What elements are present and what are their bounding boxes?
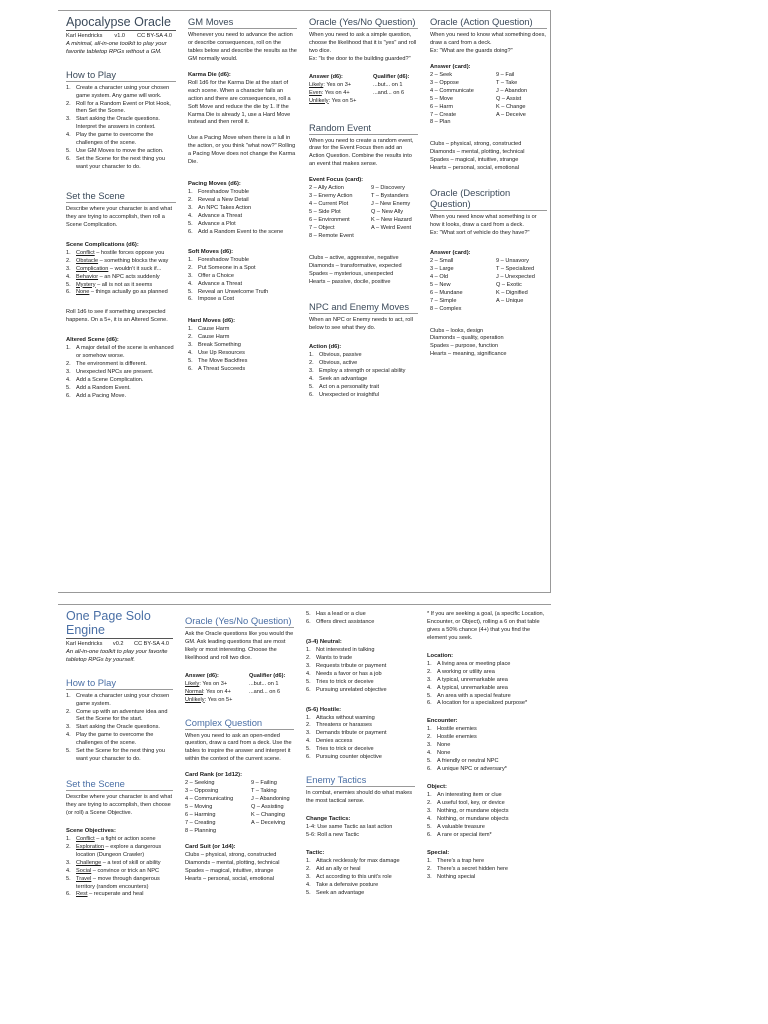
suit-line: Clubs – physical, strong, constructed (430, 141, 522, 148)
oracle-yes-no-example: Ex: "Is the door to the building guarded?" (309, 55, 411, 62)
sheet2-set-the-scene-heading: Set the Scene (66, 778, 173, 791)
list-item: 2. Exploration – explore a dangerous location (Dungeon Crawler) (66, 843, 162, 858)
list-item: 4. Behavior – an NPC acts suddenly (66, 273, 160, 280)
sheet2-version: v0.2 (112, 641, 124, 647)
list-item: 1. There's a trap here (427, 857, 485, 864)
list-item: 5. Add a Random Event. (66, 384, 131, 391)
list-item: 6. Rest – recuperate and heal (66, 891, 144, 898)
list-item: 5. Act on a personality trait (309, 384, 380, 391)
card-suit-heading: Card Suit (or 1d4): (185, 843, 236, 850)
list-item: 5. Tries to trick or deceive (306, 678, 374, 685)
table-cell: 4 – Communicating (185, 796, 234, 803)
sheet2-oracle-yes-no-heading: Oracle (Yes/No Question) (185, 615, 294, 628)
table-cell: Normal: Yes on 4+ (185, 688, 231, 695)
card-rank-heading: Card Rank (or 1d12): (185, 772, 243, 779)
list-item: 3. Act according to this unit's role (306, 873, 392, 880)
list-item: 3. Demands tribute or payment (306, 730, 387, 737)
list-item: 2. Cause Harm (188, 334, 230, 341)
table-cell: 7 – Object (309, 224, 335, 231)
list-item: 1. Hostile enemies (427, 726, 477, 733)
suit-line: Clubs – active, aggressive, negative (309, 254, 399, 261)
table-cell: 8 – Plan (430, 119, 451, 126)
soft-moves-list (188, 257, 297, 305)
sheet2-column-3 (298, 605, 419, 1024)
table-cell: 6 – Harming (185, 812, 216, 818)
sheet2-author: Karl Hendricks (66, 641, 103, 647)
list-item: 5. An area with a special feature (427, 692, 511, 699)
karma-die-text: Roll 1d6 for the Karma Die at the start of each scene. When a character fails an action and there are consequences, roll a Soft Move and reduce the die by 1. If the Karma Die is already 1, use a Hard Move instead and then reroll it. (188, 79, 291, 126)
table-cell: 8 – Remote Event (309, 232, 354, 239)
list-item: 2. A working or utility area (427, 668, 495, 675)
table-cell: A – Deceiving (251, 819, 286, 826)
random-event-text: When you need to create a random event, draw for the Event Focus then add an Action Question. Combine the results into an event that makes sense. (309, 137, 414, 168)
npc-enemy-moves-text: When an NPC or Enemy needs to act, roll below to see what they do. (309, 316, 413, 331)
sheet1-column-4 (422, 11, 551, 592)
suit-line: Diamonds – mental, plotting, technical (185, 859, 280, 866)
table-cell: ...and... on 6 (249, 688, 281, 695)
table-cell: Q – Assisting (251, 804, 284, 811)
tactic-list (306, 858, 415, 898)
list-item: 2. Roll for a Random Event or Plot Hook, then Set the Scene. (66, 100, 171, 115)
qualifier-column-header: Qualifier (d6): (249, 672, 286, 679)
list-item: 1. A major detail of the scene is enhanced or somehow worse. (66, 345, 174, 360)
list-item: 3. Complication – wouldn't it suck if... (66, 265, 162, 272)
karma-die-heading: Karma Die (d6): (188, 71, 231, 78)
oracle-yes-no-table (309, 74, 418, 106)
event-focus-table (309, 185, 418, 241)
table-cell (371, 233, 418, 241)
list-item: 1. Conflict – a fight or action scene (66, 835, 156, 842)
suit-line: Spades – magical, intuitive, strange (430, 157, 519, 164)
hostile-heading: (5-6) Hostile: (306, 706, 342, 713)
table-cell: Unlikely: Yes on 5+ (185, 696, 233, 703)
list-item: 4. None (427, 750, 451, 757)
table-cell: 9 – Discovery (371, 185, 405, 192)
oracle-action-table (430, 72, 547, 128)
oracle-yes-no-heading: Oracle (Yes/No Question) (309, 16, 418, 29)
npc-action-heading: Action (d6): (309, 344, 342, 351)
list-item: 6. Add a Pacing Move. (66, 392, 127, 399)
list-item: 2. A useful tool, key, or device (427, 799, 505, 806)
table-cell: 2 – Small (430, 257, 454, 264)
sheet2-column-4 (419, 605, 551, 1024)
sheet2-oracle-yes-no-intro: Ask the Oracle questions like you would the GM. Ask leading questions that are most likely or most interesting. Choose the likelihood and roll two dice. (185, 631, 294, 661)
list-item: 4. Use Up Resources (188, 350, 245, 357)
list-item: 5. Seek an advantage (306, 889, 365, 896)
table-cell: 3 – Oppose (430, 79, 459, 86)
suit-line: Hearts – personal, social, emotional (430, 165, 519, 172)
list-item: 3. Employ a strength or special ability (309, 368, 406, 375)
location-list (427, 661, 547, 709)
table-cell: Q – New Ally (371, 209, 404, 216)
table-cell (496, 119, 547, 127)
set-the-scene-heading: Set the Scene (66, 190, 176, 203)
sheet1-column-2 (180, 11, 301, 592)
random-event-heading: Random Event (309, 122, 418, 135)
oracle-description-heading: Oracle (Description Question) (430, 187, 547, 211)
suit-line: Spades – magical, intuitive, strange (185, 867, 274, 874)
sheet1-license: CC BY-SA 4.0 (137, 33, 172, 39)
answer-column-header: Answer (d6): (185, 672, 219, 679)
table-cell: 7 – Simple (430, 297, 457, 304)
table-cell: Unlikely: Yes on 5+ (309, 97, 357, 104)
table-cell: J – Abandon (496, 87, 528, 94)
qualifier-column-header: Qualifier (d6): (373, 73, 410, 80)
sheet1-tagline: A minimal, all-in-one toolkit to play your favorite tabletop RPGs without a GM. (66, 41, 167, 55)
object-list (427, 792, 547, 840)
oracle-action-example: Ex: "What are the guards doing?" (430, 47, 513, 54)
list-item: 1. A living area or meeting place (427, 660, 511, 667)
sheet2-oracle-yes-no-table (185, 673, 294, 705)
table-cell: 9 – Unsavory (496, 257, 529, 264)
oracle-description-example: Ex: "What sort of vehicle do they have?" (430, 230, 530, 236)
table-cell: T – Specialized (496, 265, 535, 272)
suit-line: Hearts – passive, docile, positive (309, 278, 391, 285)
sheet2-how-to-play-list (66, 693, 173, 764)
table-cell: ...and... on 6 (373, 89, 405, 96)
sheet2-set-the-scene-text: Describe where your character is and what they are trying to accomplish, then choose (or roll) a Scene Objective. (66, 794, 173, 816)
card-suit-list (185, 852, 294, 884)
list-item: 1. Attacks without warning (306, 714, 375, 721)
list-item: 6. Unexpected or insightful (309, 392, 380, 399)
list-item: 3. Challenge – a test of skill or ability (66, 859, 161, 866)
table-cell: 7 – Creating (185, 819, 216, 826)
list-item: 1. Obvious, passive (309, 352, 362, 359)
list-item: 1. Cause Harm (188, 326, 230, 333)
list-item: 4. A typical, unremarkable area (427, 684, 508, 691)
list-item: 5. Use GM Moves to move the action. (66, 148, 164, 155)
list-item: 6. Pursuing unrelated objective (306, 686, 387, 693)
change-tactics-heading: Change Tactics: (306, 816, 351, 822)
event-focus-heading: Event Focus (card): (309, 177, 364, 184)
table-cell: 6 – Harm (430, 103, 454, 110)
sheet1-version: v1.0 (114, 33, 125, 39)
list-item: 5. The Move Backfires (188, 358, 248, 365)
list-item: 6. A location for a specialized purpose* (427, 700, 528, 707)
npc-enemy-moves-heading: NPC and Enemy Moves (309, 301, 418, 314)
list-item: 6. A rare or special item* (427, 831, 492, 838)
suit-line: Spades – purpose, function (430, 343, 499, 350)
oracle-description-intro: When you need know what something is or how it looks, draw a card from a deck. (430, 214, 537, 229)
table-cell: 5 – Side Plot (309, 209, 341, 216)
how-to-play-heading: How to Play (66, 69, 176, 82)
oracle-description-suits (430, 328, 547, 360)
list-item: 4. Advance a Threat (188, 280, 243, 287)
list-item: 3. Nothing special (427, 873, 476, 880)
list-item: 6. A unique NPC or adversary* (427, 766, 507, 773)
table-cell: 3 – Large (430, 265, 454, 272)
list-item: 4. Play the game to overcome the challenges of the scene. (66, 732, 154, 747)
sheet1-title: Apocalypse Oracle (66, 15, 176, 31)
list-item: 5. Advance a Plot (188, 220, 236, 227)
change-tactics-line: 1-4: Use same Tactic as last action (306, 824, 393, 830)
table-cell: K – New Hazard (371, 217, 412, 223)
soft-moves-heading: Soft Moves (d6): (188, 248, 234, 255)
list-item: 4. Play the game to overcome the challenges of the scene. (66, 132, 154, 147)
list-item: 5. Has a lead or a clue (306, 611, 366, 617)
enemy-tactics-text: In combat, enemies should do what makes the most tactical sense. (306, 790, 413, 805)
table-cell: 3 – Opposing (185, 788, 219, 795)
list-item: 2. Wants to trade (306, 654, 353, 661)
suit-line: Clubs – physical, strong, constructed (185, 851, 277, 858)
table-cell (249, 697, 294, 705)
pacing-move-text: Use a Pacing Move when there is a lull in the action, or you think "what now?" Rolling a Pacing Move does not change the Karma Die. (188, 135, 296, 166)
table-cell: 9 – Fail (496, 71, 515, 78)
list-item: 4. Take a defensive posture (306, 881, 379, 888)
list-item: 4. Nothing, or mundane objects (427, 815, 509, 822)
suit-line: Hearts – meaning, significance (430, 351, 507, 358)
list-item: 2. Obvious, active (309, 360, 358, 367)
altered-scene-heading: Altered Scene (d6): (66, 337, 119, 344)
list-item: 4. Seek an advantage (309, 376, 368, 383)
suit-line: Diamonds – mental, plotting, technical (430, 149, 525, 156)
list-item: 2. Obstacle – something blocks the way (66, 257, 169, 264)
enemy-tactics-heading: Enemy Tactics (306, 774, 415, 787)
pacing-moves-list (188, 189, 297, 237)
table-cell: Likely: Yes on 3+ (185, 680, 228, 687)
table-cell: T – Taking (251, 788, 277, 795)
table-cell: A – Deceive (496, 111, 526, 118)
location-heading: Location: (427, 652, 454, 659)
table-cell: 4 – Old (430, 273, 449, 280)
hard-moves-list (188, 326, 297, 374)
list-item: 1. Foreshadow Trouble (188, 189, 249, 196)
complex-question-heading: Complex Question (185, 717, 294, 730)
table-cell: A – Weird Event (371, 224, 412, 231)
list-item: 5. Mystery – all is not as it seems (66, 281, 153, 288)
sheet1-column-3 (301, 11, 422, 592)
oracle-yes-no-intro: When you need to ask a simple question, choose the likelihood that it is "yes" and roll two dice. (309, 32, 417, 54)
answer-column-header: Answer (d6): (309, 73, 343, 80)
table-cell: 8 – Planning (185, 827, 217, 834)
scene-complications-heading: Scene Complications (d6): (66, 241, 139, 248)
list-item: 3. None (427, 742, 451, 749)
list-item: 1. An interesting item or clue (427, 792, 502, 798)
table-cell: J – New Enemy (371, 201, 411, 208)
table-cell: Even: Yes on 4+ (309, 89, 350, 96)
suit-line: Clubs – looks, design (430, 327, 484, 334)
list-item: 3. Requests tribute or payment (306, 662, 387, 669)
altered-scene-list (66, 345, 176, 401)
list-item: 6. Add a Random Event to the scene (188, 228, 284, 235)
list-item: 6. A Threat Succeeds (188, 366, 246, 373)
list-item: 5. Set the Scene for the next thing you want your character to do. (66, 748, 165, 763)
table-cell: ...but... on 1 (373, 81, 403, 88)
encounter-heading: Encounter: (427, 718, 458, 725)
pacing-moves-heading: Pacing Moves (d6): (188, 181, 241, 188)
change-tactics-line: 5-6: Roll a new Tactic (306, 831, 360, 838)
oracle-action-answer-heading: Answer (card): (430, 63, 471, 70)
table-cell: 4 – Current Plot (309, 201, 349, 208)
table-cell: 5 – New (430, 281, 451, 288)
sheet2-license: CC BY-SA 4.0 (134, 641, 169, 647)
table-cell: Q – Assist (496, 95, 522, 102)
suit-line: Diamonds – quality, operation (430, 335, 504, 342)
sheet2-title: One Page Solo Engine (66, 609, 173, 639)
special-list (427, 858, 547, 882)
suit-line: Spades – mysterious, unexpected (309, 270, 394, 277)
scene-objectives-heading: Scene Objectives: (66, 827, 116, 834)
table-cell: T – Take (496, 79, 518, 86)
special-heading: Special: (427, 849, 450, 856)
table-cell: 2 – Ally Action (309, 185, 344, 192)
list-item: 4. Advance a Threat (188, 212, 243, 219)
scene-objectives-list (66, 836, 173, 900)
table-cell: 6 – Environment (309, 217, 350, 223)
complex-question-text: When you need to ask an open-ended question, draw a card from a deck. Use the tables to inspire the answer and interpret it within the context of the current scene. (185, 732, 292, 763)
list-item: 3. Start asking the Oracle questions. Interpret the answers in context. (66, 116, 160, 131)
list-item: 6. Set the Scene for the next thing you want your character to do. (66, 156, 165, 170)
altered-scene-text: Roll 1d6 to see if something unexpected happens. On a 5+, it is an Altered Scene. (66, 309, 168, 324)
list-item: 2. There's a secret hidden here (427, 865, 509, 872)
sheet1-byline (66, 33, 176, 39)
oracle-action-intro: When you need to know what something does, draw a card from a deck. (430, 32, 546, 46)
table-cell: K – Changing (251, 812, 285, 818)
table-cell: 2 – Seeking (185, 780, 215, 787)
list-item: 1. Attack recklessly for max damage (306, 857, 400, 864)
list-item: 6. None – things actually go as planned (66, 289, 168, 296)
sheet1-author: Karl Hendricks (66, 33, 103, 39)
table-cell: K – Dignified (496, 289, 528, 296)
table-cell: 7 – Create (430, 111, 457, 118)
one-page-solo-engine-sheet (58, 604, 551, 1024)
tactic-heading: Tactic: (306, 849, 325, 856)
object-heading: Object: (427, 784, 447, 790)
list-item: 5. Reveal an Unwelcome Truth (188, 288, 269, 295)
list-item: 1. Foreshadow Trouble (188, 256, 249, 263)
sheet2-column-2 (177, 605, 298, 1024)
list-item: 3. Unexpected NPCs are present. (66, 369, 154, 376)
list-item: 3. Nothing, or mundane objects (427, 807, 509, 814)
list-item: 2. Come up with an adventure idea and Set the Scene for the start. (66, 708, 168, 723)
table-cell: 3 – Enemy Action (309, 193, 353, 200)
table-cell: Likely: Yes on 3+ (309, 81, 352, 88)
suit-line: Diamonds – transformative, expected (309, 262, 402, 269)
table-cell: Q – Exotic (496, 281, 522, 288)
list-item: 2. Threatens or harasses (306, 722, 372, 729)
list-item: 1. Not interested in talking (306, 646, 375, 653)
sheet2-byline (66, 641, 173, 647)
table-cell: 6 – Mundane (430, 289, 463, 296)
table-cell (496, 306, 547, 314)
oracle-action-suits (430, 141, 547, 173)
list-item: 3. A typical, unremarkable area (427, 676, 508, 683)
list-item: 3. An NPC Takes Action (188, 205, 252, 211)
oracle-description-table (430, 258, 547, 314)
npc-action-list (309, 352, 418, 400)
list-item: 2. Hostile enemies (427, 734, 477, 741)
table-cell: J – Abandoning (251, 796, 290, 803)
npc-friendly-continued-list (306, 611, 415, 627)
sheet1-column-1 (58, 11, 180, 592)
table-cell: A – Unique (496, 297, 524, 304)
scene-complications-list (66, 250, 176, 298)
gm-moves-intro: Whenever you need to advance the action or describe consequences, roll on the tables below and describe the results as the GM normally would. (188, 32, 297, 62)
goal-note: * If you are seeking a goal, (a specific Location, Encounter, or Object), rolling a 6 on that table gives a 50% chance (4+) that you find the element you seek. (427, 611, 545, 641)
table-cell: J – Unexpected (496, 273, 535, 280)
list-item: 2. Reveal a New Detail (188, 197, 249, 204)
apocalypse-oracle-sheet (58, 10, 551, 593)
card-rank-table (185, 780, 294, 836)
table-cell (251, 828, 294, 836)
list-item: 6. Impose a Cost (188, 296, 235, 303)
hard-moves-heading: Hard Moves (d6): (188, 318, 236, 325)
list-item: 6. Pursuing counter objective (306, 754, 382, 761)
table-cell: 8 – Complex (430, 305, 462, 312)
oracle-action-heading: Oracle (Action Question) (430, 16, 547, 29)
list-item: 5. A friendly or neutral NPC (427, 758, 499, 765)
sheet2-column-1 (58, 605, 177, 1024)
table-cell (373, 98, 418, 106)
sheet2-tagline: An all-in-one toolkit to play your favorite tabletop RPGs by yourself. (66, 649, 168, 663)
list-item: 4. Social – convince or trick an NPC (66, 867, 160, 874)
event-suits (309, 255, 418, 287)
list-item: 6. Offers direct assistance (306, 618, 375, 625)
list-item: 2. Put Someone in a Spot (188, 264, 256, 271)
list-item: 2. Aid an ally or heal (306, 865, 361, 872)
list-item: 1. Create a character using your chosen game system. (66, 692, 170, 707)
table-cell: ...but... on 1 (249, 680, 279, 687)
suit-line: Hearts – personal, social, emotional (185, 875, 274, 882)
list-item: 5. Travel – move through dangerous territory (random encounters) (66, 875, 160, 890)
list-item: 5. A valuable treasure (427, 823, 485, 830)
list-item: 2. The environment is different. (66, 361, 147, 368)
table-cell: 2 – Seek (430, 71, 453, 78)
table-cell: T – Bystanders (371, 193, 409, 200)
oracle-description-answer-heading: Answer (card): (430, 249, 471, 256)
set-the-scene-text: Describe where your character is and what they are trying to accomplish, then roll a Scene Complication. (66, 205, 173, 228)
list-item: 1. Create a character using your chosen game system. Any game will work. (66, 84, 170, 99)
table-cell: 5 – Move (430, 95, 454, 102)
gm-moves-heading: GM Moves (188, 16, 297, 29)
table-cell: 4 – Communicate (430, 87, 474, 94)
list-item: 3. Offer a Choice (188, 272, 234, 279)
list-item: 4. Needs a favor or has a job (306, 670, 382, 677)
list-item: 4. Denies access (306, 738, 353, 745)
list-item: 5. Tries to trick or deceive (306, 746, 374, 753)
hostile-list (306, 715, 415, 763)
encounter-list (427, 726, 547, 774)
sheet2-how-to-play-heading: How to Play (66, 677, 173, 690)
table-cell: 9 – Failing (251, 780, 277, 787)
neutral-list (306, 647, 415, 695)
how-to-play-list (66, 85, 176, 172)
list-item: 4. Add a Scene Complication. (66, 377, 144, 383)
table-cell: 5 – Moving (185, 804, 213, 811)
list-item: 3. Start asking the Oracle questions. (66, 724, 160, 731)
list-item: 1. Conflict – hostile forces oppose you (66, 249, 165, 256)
table-cell: K – Change (496, 103, 526, 110)
neutral-heading: (3-4) Neutral: (306, 638, 342, 645)
list-item: 3. Break Something (188, 342, 241, 349)
